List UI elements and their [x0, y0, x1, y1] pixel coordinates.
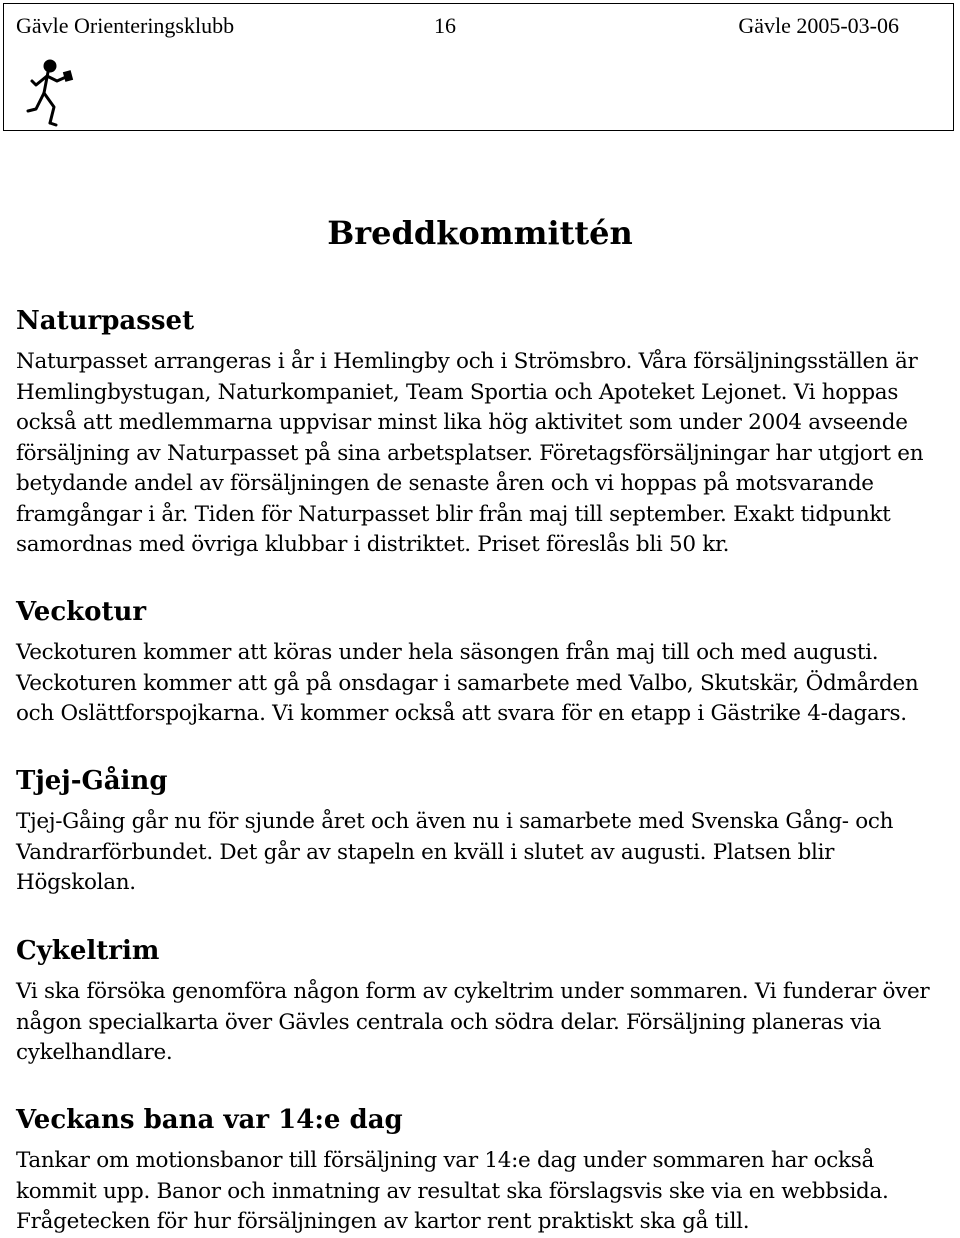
section-body: Tjej-Gåing går nu för sjunde året och även nu i samarbete med Svenska Gång- och Vandrarförbundet. Det går av stapeln en kväll i slutet av augusti. Platsen blir Högskolan.: [16, 809, 894, 895]
section-body: Naturpasset arrangeras i år i Hemlingby och i Strömsbro. Våra försäljningsställen är Hemlingbystugan, Naturkompaniet, Team Sportia och Apoteket Lejonet. Vi hoppas också att medlemmarna uppvisar minst lika hög aktivitet som under 2004 avseende försäljning av Naturpasset på sina arbetsplatser. Företagsförsäljningar har utgjort en betydande andel av försäljningen de senaste åren och vi hoppas på motsvarande framgångar i år. Tiden för Naturpasset blir från maj till september. Exakt tidpunkt samordnas med övriga klubbar i distriktet. Priset föreslås bli 50 kr.: [16, 349, 924, 557]
section-veckans-bana: [16, 1104, 946, 1238]
page-header: [3, 3, 954, 131]
section-heading: Veckans bana var 14:e dag: [16, 1105, 403, 1135]
place-date: Gävle 2005-03-06: [738, 13, 899, 38]
page-number: 16: [434, 13, 456, 38]
section-cykeltrim: [16, 935, 946, 1069]
section-body: Veckoturen kommer att köras under hela säsongen från maj till och med augusti. Veckoturen kommer att gå på onsdagar i samarbete med Valbo, Skutskär, Ödmården och Oslättforspojkarna. Vi kommer också att svara för en etapp i Gästrike 4-dagars.: [16, 640, 919, 726]
section-heading: Cykeltrim: [16, 936, 160, 966]
section-naturpasset: [16, 305, 946, 561]
section-veckotur: [16, 596, 946, 730]
section-heading: Veckotur: [16, 597, 147, 627]
section-heading: Naturpasset: [16, 306, 195, 336]
page-title: Breddkommittén: [327, 214, 633, 252]
section-heading: Tjej-Gåing: [16, 766, 168, 796]
runner-icon: [24, 59, 76, 131]
club-name: Gävle Orienteringsklubb: [16, 13, 235, 38]
section-body: Tankar om motionsbanor till försäljning var 14:e dag under sommaren har också kommit upp. Banor och inmatning av resultat ska förslagsvis ske via en webbsida. Frågetecken för hur försäljningen av kartor rent praktiskt ska gå till.: [16, 1148, 889, 1234]
section-tjej-gaing: [16, 765, 946, 899]
section-body: Vi ska försöka genomföra någon form av cykeltrim under sommaren. Vi funderar över någon specialkarta över Gävles centrala och södra delar. Försäljning planeras via cykelhandlare.: [16, 979, 930, 1065]
